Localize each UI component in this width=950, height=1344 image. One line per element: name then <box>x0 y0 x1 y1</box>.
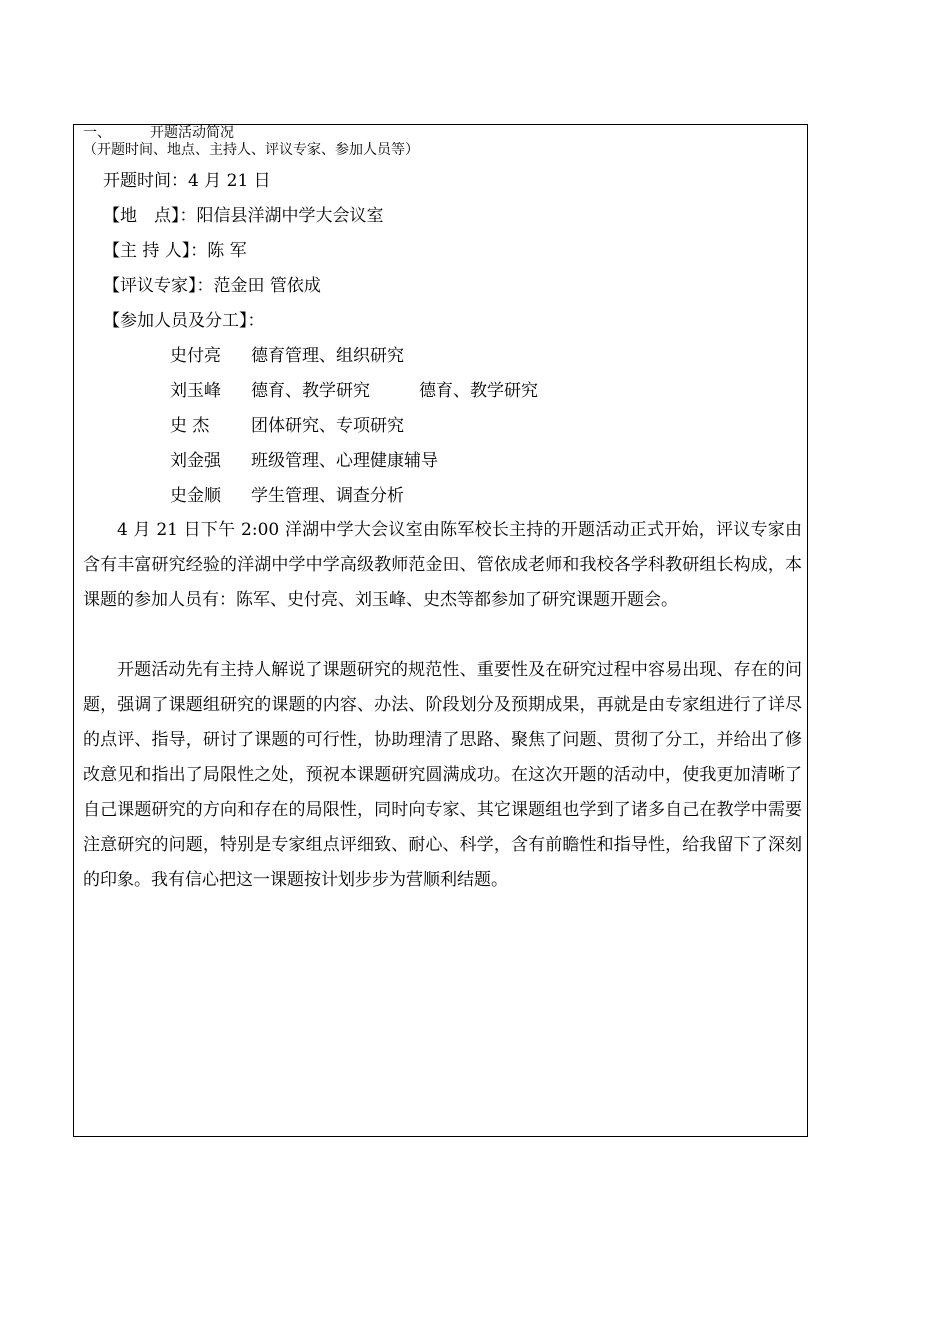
participant-name: 史付亮 <box>170 346 221 366</box>
participant-name: 刘玉峰 <box>170 381 221 401</box>
participant-duty: 团体研究、专项研究 <box>251 416 404 436</box>
activity-summary-box <box>73 124 808 1137</box>
participants-heading: 【参加人员及分工】： <box>103 311 265 331</box>
participant-duty: 德育、教学研究 <box>251 381 370 401</box>
summary-paragraph: 4 月 21 日下午 2:00 洋湖中学大会议室由陈军校长主持的开题活动正式开始，评议专家由含有丰富研究经验的洋湖中学中学高级教师范金田、管依成老师和我校各学科教研组长构成，本课题的参加人员有：陈军、史付亮、刘玉峰、史杰等都参加了研究课题开题会。 <box>83 520 802 610</box>
location: 【地 点】：阳信县洋湖中学大会议室 <box>103 206 384 226</box>
review-experts: 【评议专家】：范金田 管依成 <box>103 276 321 296</box>
participant-row <box>74 486 774 506</box>
summary-paragraph: 开题活动先有主持人解说了课题研究的规范性、重要性及在研究过程中容易出现、存在的问题，强调了课题组研究的课题的内容、办法、阶段划分及预期成果，再就是由专家组进行了详尽的点评、指导，研讨了课题的可行性，协助理清了思路、聚焦了问题、贯彻了分工，并给出了修改意见和指出了局限性之处，预祝本课题研究圆满成功。在这次开题的活动中，使我更加清晰了自己课题研究的方向和存在的局限性，同时向专家、其它课题组也学到了诸多自己在教学中需要注意研究的问题，特别是专家组点评细致、耐心、科学，含有前瞻性和指导性，给我留下了深刻的印象。我有信心把这一课题按计划步步为营顺利结题。 <box>83 660 802 890</box>
participant-duty: 班级管理、心理健康辅导 <box>251 451 438 471</box>
opening-time: 开题时间：4 月 21 日 <box>103 171 271 191</box>
participant-duty: 德育管理、组织研究 <box>251 346 404 366</box>
participant-name: 史 杰 <box>170 416 210 436</box>
participant-row <box>74 416 774 436</box>
participant-duty: 学生管理、调查分析 <box>251 486 404 506</box>
participant-row <box>74 381 774 401</box>
participant-name: 刘金强 <box>170 451 221 471</box>
section-subtitle: （开题时间、地点、主持人、评议专家、参加人员等） <box>83 142 419 158</box>
participant-row <box>74 346 774 366</box>
participant-name: 史金顺 <box>170 486 221 506</box>
host: 【主 持 人】：陈 军 <box>103 241 247 261</box>
section-number: 一、 <box>83 125 111 141</box>
section-title: 开题活动简况 <box>150 125 234 141</box>
participant-row <box>74 451 774 471</box>
participant-duty-extra: 德育、教学研究 <box>419 381 538 401</box>
